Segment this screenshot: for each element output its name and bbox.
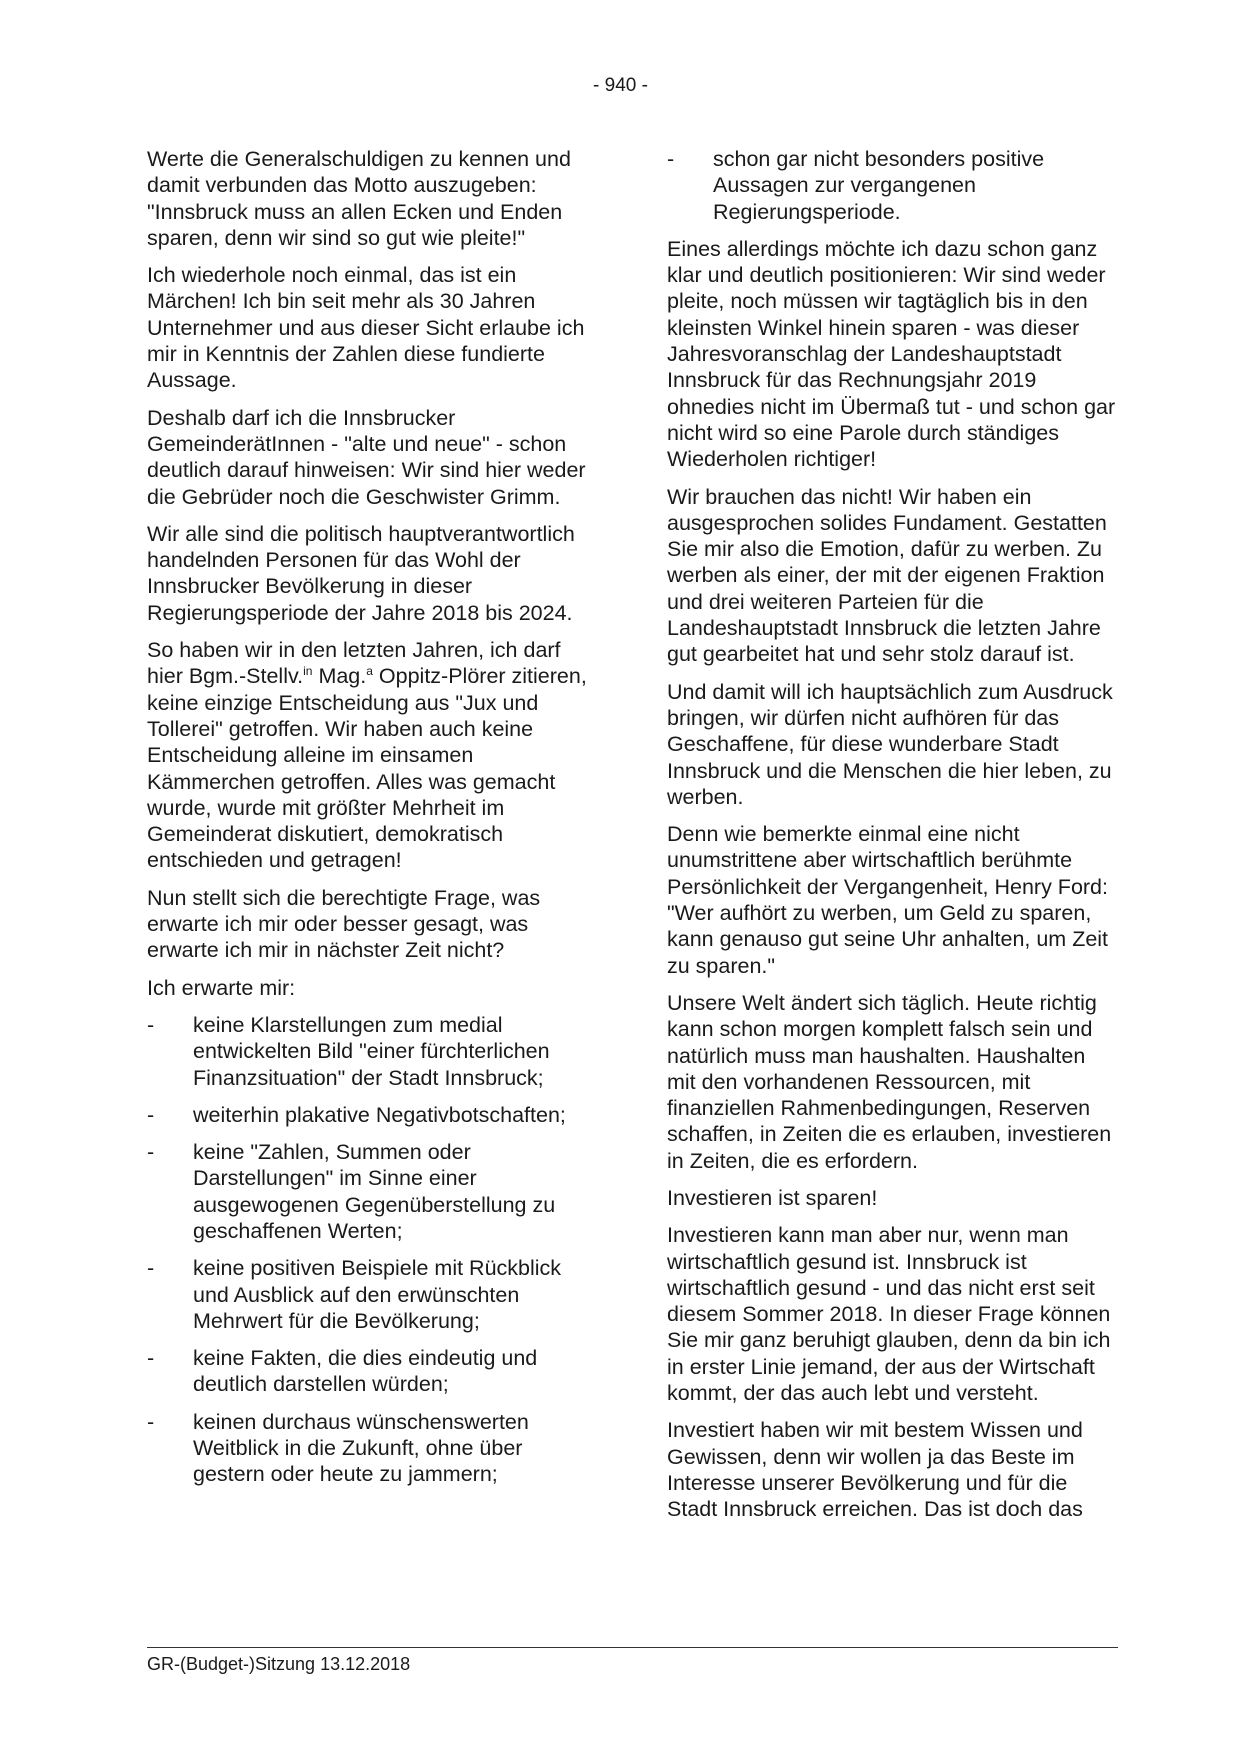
paragraph: Deshalb darf ich die Innsbrucker GemeinderätInnen - "alte und neue" - schon deutlich darauf hinweisen: Wir sind hier weder die Gebrüder noch die Geschwister Grimm.	[147, 405, 586, 509]
text-run: So haben wir in den letzten Jahren, ich darf hier Bgm.-Stellv.	[147, 638, 561, 689]
paragraph: Investieren ist sparen!	[667, 1185, 878, 1210]
paragraph: Denn wie bemerkte einmal eine nicht unumstrittene aber wirtschaftlich berühmte Persönlichkeit der Vergangenheit, Henry Ford: "Wer aufhört zu werben, um Geld zu sparen, kann genauso gut seine Uhr anhalten, um Zeit zu sparen."	[667, 822, 1109, 978]
dash-bullet: -	[147, 1012, 155, 1037]
paragraph: Investiert haben wir mit bestem Wissen und Gewissen, denn wir wollen ja das Beste im Interesse unserer Bevölkerung und für die Stadt Innsbruck erreichen. Das ist doch das	[667, 1418, 1083, 1522]
list-item	[147, 1102, 599, 1128]
text-run: Oppitz-Plörer zitieren, keine einzige Entscheidung aus "Jux und Tollerei" getroffen. Wir haben auch keine Entscheidung alleine im einsamen Kämmerchen getroffen. Alles was gemacht wurde, wurde mit größter Mehrheit im Gemeinderat diskutiert, demokratisch entschieden und getragen!	[147, 664, 587, 873]
paragraph: Und damit will ich hauptsächlich zum Ausdruck bringen, wir dürfen nicht aufhören für das Geschaffene, für diese wunderbare Stadt Innsbruck und die Menschen die hier leben, zu werben.	[667, 679, 1113, 809]
dash-bullet: -	[147, 1346, 155, 1371]
list-item-text: keine Fakten, die dies eindeutig und deutlich darstellen würden;	[193, 1346, 538, 1397]
list-item-text: keinen durchaus wünschenswerten Weitblick in die Zukunft, ohne über gestern oder heute zu jammern;	[193, 1409, 529, 1487]
paragraph: Wir brauchen das nicht! Wir haben ein ausgesprochen solides Fundament. Gestatten Sie mir also die Emotion, dafür zu werben. Zu werben als einer, der mit der eigenen Fraktion und drei weiteren Parteien für die Landeshauptstadt Innsbruck die letzten Jahre gut gearbeitet hat und sehr stolz darauf ist.	[667, 484, 1107, 667]
list-item	[147, 1255, 599, 1334]
superscript: in	[303, 664, 313, 679]
expectation-list	[147, 1012, 599, 1488]
list-item-text: keine Klarstellungen zum medial entwickelten Bild "einer fürchterlichen Finanzsituation" der Stadt Innsbruck;	[193, 1012, 550, 1090]
paragraph: Unsere Welt ändert sich täglich. Heute richtig kann schon morgen komplett falsch sein und natürlich muss man haushalten. Haushalten mit den vorhandenen Ressourcen, mit finanziellen Rahmenbedingungen, Reserven schaffen, in Zeiten die es erlauben, investieren in Zeiten, die es erfordern.	[667, 990, 1112, 1173]
paragraph: Ich erwarte mir:	[147, 975, 296, 1000]
dash-bullet: -	[147, 1409, 155, 1434]
list-item	[667, 146, 1119, 225]
paragraph: Nun stellt sich die berechtigte Frage, was erwarte ich mir oder besser gesagt, was erwarte ich mir in nächster Zeit nicht?	[147, 885, 541, 963]
list-item-text: keine positiven Beispiele mit Rückblick und Ausblick auf den erwünschten Mehrwert für die Bevölkerung;	[193, 1256, 562, 1333]
right-column	[667, 146, 1119, 1534]
superscript: a	[366, 664, 373, 679]
list-item	[147, 1139, 599, 1244]
left-column	[147, 146, 599, 1499]
list-item-text: weiterhin plakative Negativbotschaften;	[193, 1102, 566, 1127]
dash-bullet: -	[147, 1140, 155, 1165]
footer-text: GR-(Budget-)Sitzung 13.12.2018	[147, 1654, 411, 1674]
footer-divider	[147, 1647, 1118, 1648]
paragraph	[147, 637, 599, 874]
list-item-text: keine "Zahlen, Summen oder Darstellungen" im Sinne einer ausgewogenen Gegenüberstellung zu geschaffenen Werten;	[193, 1140, 556, 1243]
list-item	[147, 1409, 599, 1488]
dash-bullet: -	[147, 1256, 155, 1281]
page-number: - 940 -	[593, 75, 648, 96]
paragraph: Ich wiederhole noch einmal, das ist ein Märchen! Ich bin seit mehr als 30 Jahren Unternehmer und aus dieser Sicht erlaube ich mir in Kenntnis der Zahlen diese fundierte Aussage.	[147, 263, 585, 393]
paragraph: Werte die Generalschuldigen zu kennen und damit verbunden das Motto auszugeben: "Innsbruck muss an allen Ecken und Enden sparen, denn wir sind so gut wie pleite!"	[147, 147, 571, 250]
paragraph: Wir alle sind die politisch hauptverantwortlich handelnden Personen für das Wohl der Innsbrucker Bevölkerung in dieser Regierungsperiode der Jahre 2018 bis 2024.	[147, 521, 575, 625]
dash-bullet: -	[667, 147, 675, 171]
dash-bullet: -	[147, 1102, 155, 1127]
text-run: Mag.	[312, 664, 367, 689]
list-item	[147, 1012, 599, 1091]
paragraph: Investieren kann man aber nur, wenn man wirtschaftlich gesund ist. Innsbruck ist wirtschaftlich gesund - und das nicht erst seit diesem Sommer 2018. In dieser Frage können Sie mir ganz beruhigt glauben, denn da bin ich in erster Linie jemand, der aus der Wirtschaft kommt, der das auch lebt und versteht.	[667, 1223, 1111, 1406]
list-item-text: schon gar nicht besonders positive Aussagen zur vergangenen Regierungsperiode.	[713, 147, 1045, 224]
list-item	[147, 1345, 599, 1398]
paragraph: Eines allerdings möchte ich dazu schon ganz klar und deutlich positionieren: Wir sind weder pleite, noch müssen wir tagtäglich bis in den kleinsten Winkel hinein sparen - was dieser Jahresvoranschlag der Landeshauptstadt Innsbruck für das Rechnungsjahr 2019 ohnedies nicht im Übermaß tut - und schon gar nicht wird so eine Parole durch ständiges Wiederholen richtiger!	[667, 236, 1116, 472]
expectation-list-continued	[667, 146, 1119, 225]
